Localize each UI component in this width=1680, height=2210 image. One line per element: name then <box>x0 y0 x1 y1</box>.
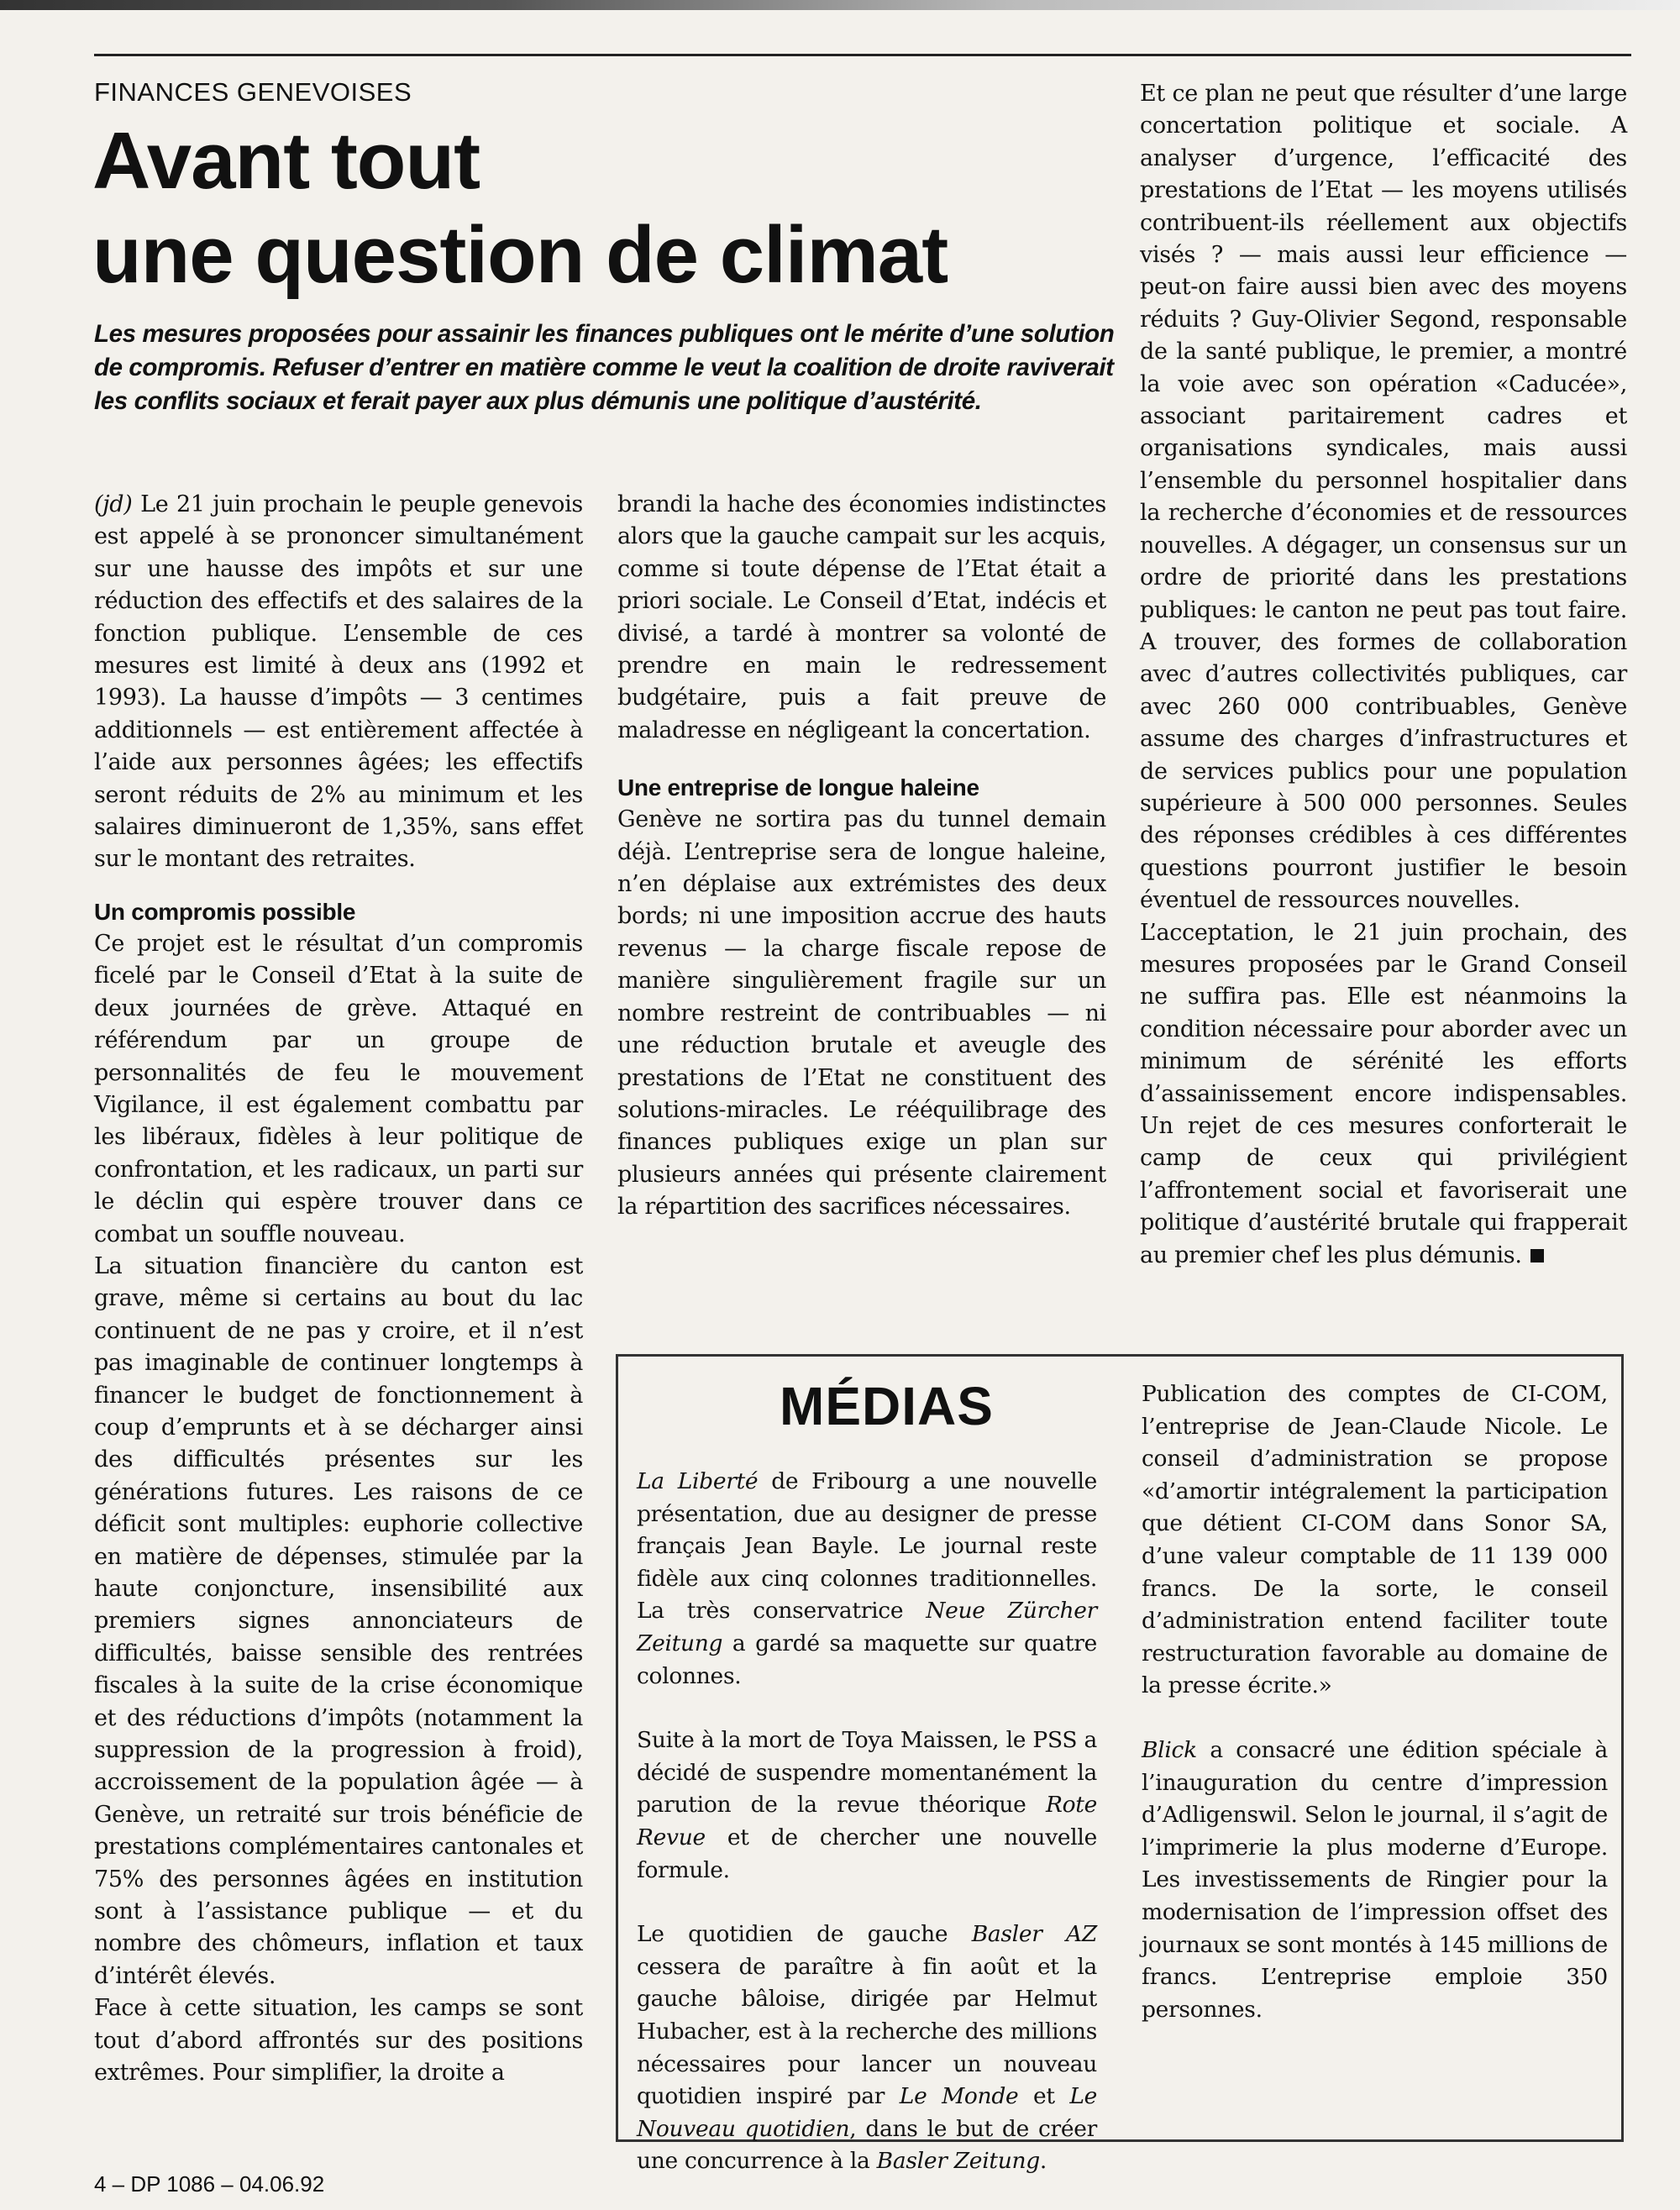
article-paragraph <box>1140 917 1627 1272</box>
article-paragraph: Genève ne sortira pas du tunnel demain déjà. L’entreprise sera de longue haleine, n’en déplaise aux extrémistes des deux bords; ni une imposition accrue des hauts revenus — la charge fiscale repose de manière singulièrement fragile sur un nombre restreint de contribuables — ni une réduction brutale et aveugle des prestations de l’Etat ne constituent des solutions-miracles. Le rééquilibrage des finances publiques exige un plan sur plusieurs années qui présente clairement la répartition des sacrifices nécessaires. <box>617 806 1106 1220</box>
paragraph-text: Le 21 juin prochain le peuple genevois est appelé à se prononcer simultanément sur une hausse des impôts et sur une réduction des effectifs et des salaires de la fonction publique. L’ensemble de ces mesures est limité à deux ans (1992 et 1993). La hausse d’impôts — 3 centimes additionnels — est entièrement affectée à l’aide aux personnes âgées; les effectifs seront réduits de 2% au minimum et les salaires diminueront de 1,35%, sans effet sur le montant des retraites. <box>94 491 583 873</box>
publication-name: Le Nouveau quotidien <box>637 2083 1097 2142</box>
article-paragraph: brandi la hache des économies indistinctes alors que la gauche campait sur les acquis, comme si toute dépense de l’Etat était a priori sociale. Le Conseil d’Etat, indécis et divisé, a tardé à montrer sa volonté de prendre en main le redressement budgétaire, puis a fait preuve de maladresse en négligeant la concertation. <box>617 491 1106 743</box>
publication-name: La Liberté <box>637 1468 759 1494</box>
item-text: a consacré une édition spéciale à l’inauguration du centre d’impression d’Adligenswil. Selon le journal, il s’agit de l’imprimerie la plus moderne d’Europe. Les investissements de Ringier pour la modernisation de l’impression offset des journaux se sont montés à 145 millions de francs. L’entreprise emploie 350 personnes. <box>1142 1736 1608 2023</box>
publication-name: Neue Zürcher Zeitung <box>637 1598 1097 1656</box>
article-column-3 <box>1140 78 1627 1272</box>
headline-line-2: une question de climat <box>92 210 948 300</box>
top-rule <box>94 54 1631 56</box>
article-paragraph: La situation financière du canton est grave, même si certains au bout du lac continuent de ne pas y croire, et il n’est pas imaginable de continuer longtemps à financer le budget de fonctionnement à coup d’emprunts et à se décharger ainsi des difficultés présentes sur les générations futures. Les raisons de ce déficit sont multiples: euphorie collective en matière de dépenses, stimulée par la haute conjoncture, insensibilité aux premiers signes annonciateurs de difficultés, baisse sensible des rentrées fiscales à la suite de la crise économique et des réductions d’impôts (notamment la suppression de la progression à froid), accroissement de la population âgée — à Genève, un retraité sur trois bénéficie de prestations complémentaires cantonales et 75% des personnes âgées en institution sont à l’assistance publique — et du nombre des chômeurs, inflation et taux d’intérêt élevés. <box>94 1252 583 1989</box>
paragraph-text: L’acceptation, le 21 juin prochain, des mesures proposées par le Grand Conseil ne suffira pas. Elle est néanmoins la condition nécessaire pour aborder avec un minimum de sérénité les efforts d’assainissement encore indispensables. Un rejet de ces mesures conforterait le camp de ceux qui privilégient l’affrontement social et favoriserait une politique d’austérité brutale qui frapperait au premier chef les plus démunis. <box>1140 919 1627 1268</box>
end-mark-icon <box>1530 1249 1544 1262</box>
medias-item <box>637 1919 1097 2178</box>
article-paragraph <box>94 489 583 876</box>
section-label: FINANCES GENEVOISES <box>94 77 412 107</box>
medias-title: MÉDIAS <box>780 1376 994 1436</box>
subheading: Une entreprise de longue haleine <box>617 774 979 801</box>
publication-name: Blick <box>1142 1736 1197 1763</box>
headline <box>92 114 1100 302</box>
scan-edge <box>0 0 1680 10</box>
medias-item <box>637 1724 1097 1887</box>
byline: (jd) <box>94 491 133 517</box>
publication-name: Basler Zeitung <box>876 2148 1040 2175</box>
item-text: . <box>1039 2148 1047 2175</box>
medias-column-1 <box>637 1466 1097 2210</box>
medias-item <box>637 1466 1097 1693</box>
publication-name: Le Monde <box>899 2083 1019 2110</box>
article-paragraph: Face à cette situation, les camps se sont tout d’abord affrontés sur des positions extrêmes. Pour simplifier, la droite a <box>94 1995 583 2087</box>
medias-item: Publication des comptes de CI-COM, l’entreprise de Jean-Claude Nicole. Le conseil d’administration se propose «d’amortir intégralement la participation que détient CI-COM dans Sonor SA, d’une valeur comptable de 11 139 000 francs. De la sorte, le conseil d’administration entend faciliter toute restructuration favorable au domaine de la presse écrite.» <box>1142 1381 1608 1699</box>
item-text: , dans le but de créer une concurrence à la <box>637 2115 1097 2175</box>
publication-name: Basler AZ <box>971 1921 1097 1948</box>
item-text: et de chercher une nouvelle formule. <box>637 1824 1097 1883</box>
item-text: a gardé sa maquette sur quatre colonnes. <box>637 1630 1097 1689</box>
article-column-2 <box>617 489 1106 1224</box>
medias-box <box>616 1354 1624 2175</box>
item-text: Le quotidien de gauche <box>637 1921 972 1948</box>
publication-name: Rote Revue <box>637 1792 1097 1850</box>
page-footer: 4 – DP 1086 – 04.06.92 <box>94 2171 325 2197</box>
subheading: Un compromis possible <box>94 898 356 925</box>
medias-item <box>1142 1735 1608 2026</box>
item-text: cessera de paraître à fin août et la gauche bâloise, dirigée par Helmut Hubacher, est à la recherche des millions nécessaires pour lancer un nouveau quotidien inspiré par <box>637 1953 1097 2110</box>
headline-line-1: Avant tout <box>92 116 480 206</box>
article-column-1 <box>94 489 583 2090</box>
article-paragraph: Et ce plan ne peut que résulter d’une large concertation politique et sociale. A analyser d’urgence, l’efficacité des prestations de l’Etat — les moyens utilisés contribuent-ils réellement aux objectifs visés ? — mais aussi leur efficience — peut-on faire aussi bien avec des moyens réduits ? Guy-Olivier Segond, responsable de la santé publique, le premier, a montré la voie avec son opération «Caducée», associant paritairement cadres et organisations syndicales, mais aussi l’ensemble du personnel hospitalier dans la recherche d’économies et de ressources nouvelles. A dégager, un consensus sur un ordre de priorité dans les prestations publiques: le canton ne peut pas tout faire. A trouver, des formes de collaboration avec d’autres collectivités publiques, car avec 260 000 contribuables, Genève assume des charges d’infrastructures et de services publics pour une population supérieure à 500 000 personnes. Seules des réponses crédibles à ces différentes questions pourront justifier le besoin éventuel de ressources nouvelles. <box>1140 81 1627 914</box>
article-paragraph: Ce projet est le résultat d’un compromis ficelé par le Conseil d’Etat à la suite de deux journées de grève. Attaqué en référendum par un groupe de personnalités de feu le mouvement Vigilance, il est également combattu par les libéraux, fidèles à leur politique de confrontation, et les radicaux, un parti sur le déclin qui espère trouver dans ce combat un souffle nouveau. <box>94 930 583 1247</box>
item-text: et <box>1018 2083 1070 2110</box>
item-text: de Fribourg a une nouvelle présentation, due au designer de presse français Jean Bayle. Le journal reste fidèle aux cinq colonnes traditionnelles. La très conservatrice <box>637 1468 1097 1625</box>
lead-paragraph: Les mesures proposées pour assainir les finances publiques ont le mérite d’une solution de compromis. Refuser d’entrer en matière comme le veut la coalition de droite raviverait les conflits sociaux et ferait payer aux plus démunis une politique d’austérité. <box>94 320 1115 415</box>
medias-column-2 <box>1142 1378 1608 2058</box>
item-text: Suite à la mort de Toya Maissen, le PSS a décidé de suspendre momentanément la parution de la revue théorique <box>637 1727 1097 1819</box>
